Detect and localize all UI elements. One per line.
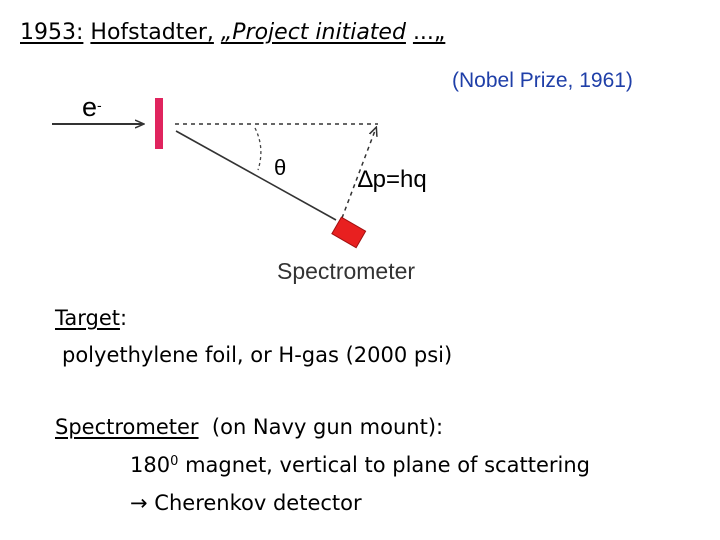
title-year: 1953: — [20, 20, 84, 45]
target-bar — [155, 98, 163, 149]
scattered-ray — [176, 131, 336, 220]
magnet-angle: 180 — [130, 453, 171, 477]
electron-label: e- — [82, 92, 102, 122]
target-detail: polyethylene foil, or H-gas (2000 psi) — [62, 343, 453, 367]
magnet-text: magnet, vertical to plane of scattering — [185, 453, 590, 477]
spectrometer-heading: Spectrometer — [55, 415, 199, 439]
arrow-icon: → — [130, 491, 148, 515]
target-colon: : — [119, 306, 128, 330]
title-ellipsis: ...„ — [412, 20, 446, 45]
angle-arc — [255, 128, 261, 170]
magnet-line — [130, 450, 590, 480]
spectrometer-heading-line — [55, 412, 443, 442]
title-quote: „Project initiated — [220, 20, 406, 45]
spectrometer-box — [332, 217, 366, 247]
detector-text: Cherenkov detector — [154, 491, 362, 515]
degree-sup: 0 — [170, 454, 179, 469]
detector-line — [130, 488, 362, 518]
nobel-note: (Nobel Prize, 1961) — [452, 69, 633, 92]
target-heading: Target — [55, 306, 120, 330]
spectrometer-note: (on Navy gun mount): — [211, 415, 444, 439]
angle-label: θ — [274, 155, 287, 180]
electron-charge: - — [97, 97, 102, 113]
momentum-label: ∆p=hq — [358, 166, 427, 193]
spectrometer-label: Spectrometer — [277, 258, 416, 284]
title-name: Hofstadter, — [90, 20, 214, 45]
target-heading-line — [55, 303, 127, 333]
